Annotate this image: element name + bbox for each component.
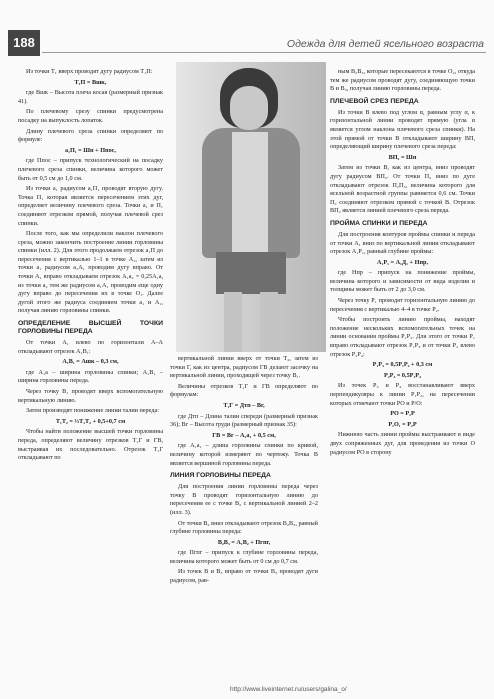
- paragraph: Нижнюю часть линии проймы выстраивают в виде двух сопряженных дуг, для проведения из точки О радиусом РО в сторону: [330, 431, 475, 456]
- paragraph: От точки А₁ влево по горизонтали А–А откладывают отрезок А₁В₁:: [18, 339, 163, 355]
- formula: В₂В₃ = А₁В₂ + Пгпг,: [217, 538, 271, 546]
- paragraph: где А₁а₁ – длина горловины спинки по кривой, величину которой измеряют по чертежу. Точка В является вершиной горловины переда.: [170, 442, 318, 467]
- paragraph: Из точки В влево под углом α, равным углу α, к горизонтальной линии проводят прямую (угла α является углом наклона плечевого среза спинки). На этой прямой от точки В откладывают ширину ВП, определяющий ширину плечевого среза переда:: [330, 108, 475, 151]
- child-photo: [176, 62, 326, 352]
- section-heading: ЛИНИЯ ГОРЛОВИНЫ ПЕРЕДА: [170, 472, 271, 480]
- paragraph: После того, как мы определили наклон плечевого среза, можно закончить построение линии горловины спинки (илл. 2). Для этого продолжаем отрезок а₁П до пересечения с вертикалью 1–1 в точке А₁, затем из точки а₁ радиусом а₁А₁ проводим дугу вправо. От точки А₁ вправо откладываем отрезок А₁а₂ = 0,25А₁а, из точки а₂ тем же радиусом а₁А₁ проводим еще одну дугу вправо до пересечения их в точке О₁. Далее дугой этого же радиуса соединяем точки а₁ и А₁, получая линию горловины спинки.: [18, 230, 163, 315]
- formula: Р₂Р₄ = 0,5Р₁Р₄: [384, 371, 421, 379]
- paragraph: Через точку Р₁ проводят горизонтальную линию до пересечения с вертикалью 4–4 в точке Р₂.: [330, 297, 475, 313]
- paragraph: Величины отрезков Т₁Г и ГВ определяют по формулам:: [170, 382, 318, 399]
- header-rule: [42, 52, 486, 53]
- formula: Т₁П = Вшк,: [74, 78, 107, 86]
- text-column-right: [330, 68, 475, 459]
- paragraph: Чтобы найти положение высшей точки горловины переда, определяют величину отрезков Т₁Г и ГВ, выстраивая их последовательно. Отрезок Т₁Г откладывают по: [18, 428, 163, 462]
- formula: ВП₂ = Шп: [388, 153, 417, 161]
- paragraph: Через точку В₁ проводят вверх вспомогательную вертикальную линию.: [18, 388, 163, 404]
- paragraph: Из точек Р₃ и Р₄ восстанавливают вверх перпендикуляры к линии Р₁Р₂, на пересечении которых отмечают точки РО и Р/О:: [330, 382, 475, 407]
- paragraph: Чтобы построить линию проймы, находят положение нескольких вспомогательных точек на линии основания проймы Р₁Р₂. Для этого от точки Р₁ вправо откладывают отрезок Р₁Р₃ и от точки Р₂ влево отрезок Р₂Р₄:: [330, 316, 475, 358]
- paragraph: где Ппос – припуск технологический на посадку плечевого среза спинки, величина которого может быть от 0,5 см до 1,0 см.: [18, 157, 163, 182]
- paragraph: где А₁а – ширина горловины спинки; А₁В₁ – ширина горловины переда.: [18, 368, 163, 385]
- paragraph: Для построения контуров проймы спинки и переда от точки А₁ вниз по вертикальной линии откладывают отрезок А₁Р₁, равный глубине проймы:: [330, 230, 475, 256]
- section-heading: ПРОЙМА СПИНКИ И ПЕРЕДА: [330, 219, 428, 227]
- formula: а₁П₁ = Шп + Ппос,: [65, 146, 116, 154]
- section-heading: ОПРЕДЕЛЕНИЕ ВЫСШЕЙ ТОЧКИ ГОРЛОВИНЫ ПЕРЕДА: [18, 320, 163, 336]
- paragraph: Из точек В и В₃ вправо от точки В₃ проводят дуги радиусом, рав-: [170, 568, 318, 585]
- formula: А₁Р₁ = А₁Д₁ + Нпр,: [377, 258, 428, 266]
- paragraph: По плечевому срезу спинки предусмотрена посадку на выпуклость лопаток.: [18, 108, 163, 124]
- source-url[interactable]: http://www.liveinternet.ru/users/galina_o/: [230, 686, 347, 693]
- formula: Т₁Т₂ = ⅓Т₁Т₂ + 0,5+0,7 см: [55, 417, 126, 425]
- formula: Р₁О₁ = Р₂Р: [388, 420, 417, 428]
- section-heading: ПЛЕЧЕВОЙ СРЕЗ ПЕРЕДА: [330, 97, 419, 105]
- paragraph: где Вшк – Высота плеча косая (размерный признак 41).: [18, 89, 163, 105]
- text-column-middle: [170, 355, 318, 588]
- paragraph: Из точки а₁ радиусом а₁П₁ проводят вторую дугу. Точка П₁ которая является пересечением этих дуг, определяет величину плечевого среза. Точки а₁ и П₁ соединяют отрезком прямой, получая плечевой срез спинки.: [18, 185, 163, 227]
- formula: Р₁Р₃ = 0,5Р₁Р₂ + 0,3 см: [372, 361, 433, 369]
- paragraph: От точки В₂ вниз откладывают отрезок В₂В₃, равный глубине горловины переда:: [170, 519, 318, 536]
- formula: РО = Р₁Р: [390, 410, 415, 418]
- paragraph: вертикальной линии вверх от точки Т₂, затем из точки Г, как из центра, радиусом ГВ делают засечку на вертикальной линии, проходящей через точку В₁.: [170, 355, 318, 380]
- text-column-left: [18, 68, 163, 465]
- paragraph: ным В₂В₃, которые пересекаются в точке О₂, откуда тем же радиусом проводят дугу, соединяющую точки В и В₃, получая линию горловины переда.: [330, 68, 475, 93]
- paragraph: где Дтп – Длина талии спереди (размерный признак 36); Вг – Высота груди (размерный признак 35):: [170, 412, 318, 429]
- paragraph: где Пгпг – припуск к глубине горловины переда, величина которого может быть от 0 см до 0,7 см.: [170, 549, 318, 565]
- paragraph: Затем из точки В, как из центра, вниз проводят дугу радиусом ВП₂. От точки П₂ вниз по дуге откладывают отрезок П₂П₃, величина которого для ясельной возрастной группы равняется 0,6 см. Точки П₂ соединяют отрезком прямой с точкой В. Отрезок ВП₂ является линией плечевого среза переда.: [330, 164, 475, 215]
- page-number: 188: [8, 30, 40, 56]
- formula: А₁В₁ = Ашк – 0,3 см,: [62, 358, 119, 366]
- page-header-title: Одежда для детей ясельного возраста: [286, 38, 484, 50]
- formula: ГВ = Вг – А₁а₁ + 0,5 см,: [212, 431, 276, 439]
- paragraph: Затем производят понижение линии талии переда:: [26, 407, 159, 415]
- paragraph: Длину плечевого среза спинки определяют по формуле:: [18, 127, 163, 144]
- formula: Т₁Г = Дтп – Вг,: [223, 401, 265, 409]
- paragraph: где Нпр – припуск на понижение проймы, величина которого и зависимости от вида изделия и толщины может быть от 2 до 3,0 см.: [330, 269, 475, 294]
- paragraph: Для построения линии горловины переда через точку В проводят горизонтальную линию до пересечения ее с точке В₂ с вертикальной линией 2–2 (илл. 3).: [170, 483, 318, 516]
- paragraph: Из точки Т₁ вверх проводят дугу радиусом Т₁П:: [26, 68, 153, 75]
